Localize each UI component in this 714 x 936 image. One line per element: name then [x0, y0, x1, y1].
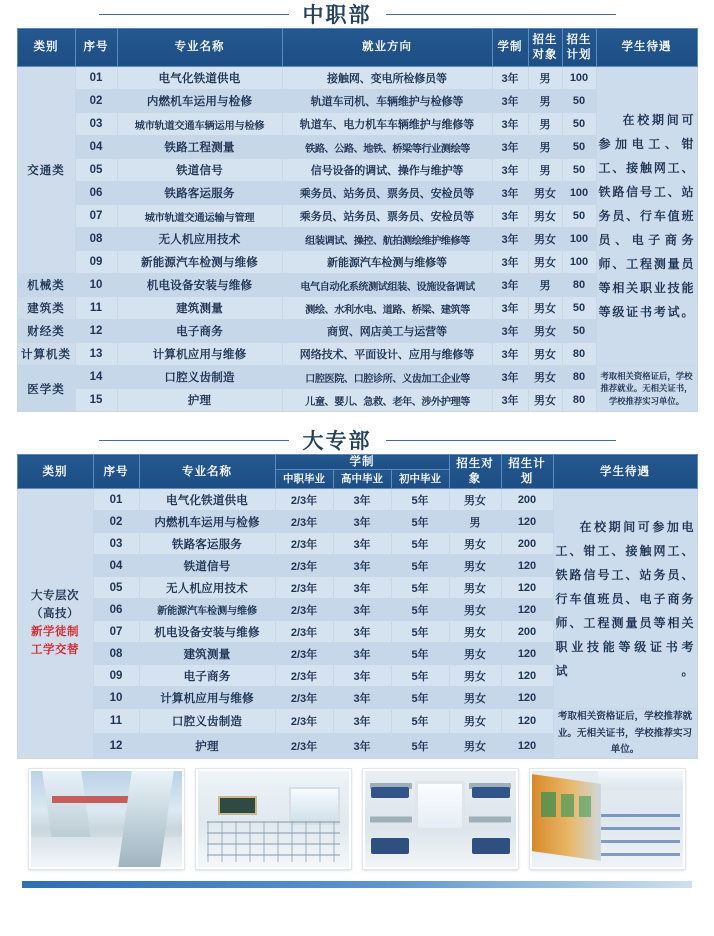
system-vocational-cell: 2/3年 — [275, 687, 333, 709]
major-name-cell: 铁道信号 — [117, 159, 282, 182]
target-cell: 男女 — [449, 533, 501, 555]
row-index-cell: 10 — [75, 274, 117, 297]
classroom-window — [289, 787, 340, 825]
target-cell: 男女 — [449, 643, 501, 665]
classroom-photo — [196, 769, 351, 869]
classroom-blackboard — [218, 796, 257, 815]
system-vocational-cell: 2/3年 — [275, 533, 333, 555]
system-cell: 3年 — [492, 113, 528, 136]
row-index-cell: 12 — [93, 734, 139, 759]
major-name-cell: 铁路客运服务 — [117, 182, 282, 205]
col-header-benefit: 学生待遇 — [596, 29, 697, 67]
table-row — [17, 389, 697, 412]
table-row — [17, 274, 697, 297]
col-header-target: 招生对象 — [528, 29, 562, 67]
photo-strip — [0, 759, 714, 869]
dorm-bed-right-upper — [472, 787, 510, 799]
system-highschool-cell: 3年 — [333, 511, 391, 533]
college-title-rule-right — [386, 440, 616, 441]
system-cell: 3年 — [492, 366, 528, 389]
row-index-cell: 13 — [75, 343, 117, 366]
row-index-cell: 03 — [93, 533, 139, 555]
system-cell: 3年 — [492, 274, 528, 297]
cafeteria-counter — [532, 774, 601, 861]
table-row — [17, 67, 697, 90]
college-category-red-1: 新学徒制 — [31, 625, 79, 638]
employment-direction-cell: 新能源汽车检测与维修等 — [282, 251, 492, 274]
col-header-plan: 招生计划 — [562, 29, 596, 67]
target-cell: 男 — [449, 511, 501, 533]
table-row — [17, 297, 697, 320]
major-name-cell: 护理 — [117, 389, 282, 412]
plan-cell: 120 — [501, 709, 553, 734]
dorm-bed-left-upper — [371, 787, 409, 799]
college-category-label: 大专层次 — [31, 590, 79, 603]
major-name-cell: 计算机应用与维修 — [139, 687, 275, 709]
system-vocational-cell: 2/3年 — [275, 599, 333, 621]
system-cell: 3年 — [492, 67, 528, 90]
row-index-cell: 08 — [75, 228, 117, 251]
system-highschool-cell: 3年 — [333, 665, 391, 687]
system-vocational-cell: 2/3年 — [275, 621, 333, 643]
system-junior-cell: 5年 — [391, 599, 449, 621]
college-category-sublabel: （高技） — [31, 608, 79, 620]
target-cell: 男女 — [528, 205, 562, 228]
major-name-cell: 内燃机车运用与检修 — [117, 90, 282, 113]
row-index-cell: 14 — [75, 366, 117, 389]
plan-cell: 200 — [501, 621, 553, 643]
plan-cell: 120 — [501, 599, 553, 621]
target-cell: 男女 — [449, 489, 501, 511]
target-cell: 男 — [528, 136, 562, 159]
row-index-cell: 02 — [93, 511, 139, 533]
target-cell: 男女 — [449, 734, 501, 759]
classroom-desks — [207, 821, 340, 861]
system-vocational-cell: 2/3年 — [275, 511, 333, 533]
dorm-bed-left-lower — [371, 838, 409, 853]
target-cell: 男 — [528, 67, 562, 90]
system-junior-cell: 5年 — [391, 533, 449, 555]
plan-cell: 120 — [501, 555, 553, 577]
col-header-system-vocational: 中职毕业 — [275, 470, 333, 489]
dormitory-photo — [363, 769, 518, 869]
row-index-cell: 09 — [75, 251, 117, 274]
category-cell: 财经类 — [17, 320, 75, 343]
employment-direction-cell: 组装调试、操控、航拍测绘维护维修等 — [282, 228, 492, 251]
major-name-cell: 新能源汽车检测与维修 — [117, 251, 282, 274]
table-row — [17, 251, 697, 274]
plan-cell: 50 — [562, 320, 596, 343]
major-name-cell: 无人机应用技术 — [117, 228, 282, 251]
employment-direction-cell: 口腔医院、口腔诊所、义齿加工企业等 — [282, 366, 492, 389]
system-cell: 3年 — [492, 205, 528, 228]
major-name-cell: 护理 — [139, 734, 275, 759]
plan-cell: 100 — [562, 228, 596, 251]
target-cell: 男 — [528, 274, 562, 297]
system-highschool-cell: 3年 — [333, 555, 391, 577]
row-index-cell: 11 — [93, 709, 139, 734]
employment-direction-cell: 乘务员、站务员、票务员、安检员等 — [282, 182, 492, 205]
system-vocational-cell: 2/3年 — [275, 577, 333, 599]
vocational-table — [17, 28, 698, 412]
target-cell: 男 — [528, 113, 562, 136]
system-junior-cell: 5年 — [391, 643, 449, 665]
employment-direction-cell: 轨道车、电力机车车辆维护与维修等 — [282, 113, 492, 136]
system-highschool-cell: 3年 — [333, 643, 391, 665]
system-highschool-cell: 3年 — [333, 489, 391, 511]
system-highschool-cell: 3年 — [333, 687, 391, 709]
title-rule-right — [386, 14, 616, 15]
cafeteria-tables — [601, 814, 680, 864]
college-category-cell — [17, 489, 93, 759]
major-name-cell: 电气化铁道供电 — [117, 67, 282, 90]
system-highschool-cell: 3年 — [333, 577, 391, 599]
col-header-system-group: 学制 — [275, 455, 449, 470]
row-index-cell: 07 — [75, 205, 117, 228]
major-name-cell: 口腔义齿制造 — [117, 366, 282, 389]
system-junior-cell: 5年 — [391, 709, 449, 734]
college-section-title — [0, 426, 714, 454]
plan-cell: 50 — [562, 90, 596, 113]
target-cell: 男女 — [528, 297, 562, 320]
col-header-system-highschool: 高中毕业 — [333, 470, 391, 489]
row-index-cell: 01 — [93, 489, 139, 511]
target-cell: 男女 — [528, 182, 562, 205]
col-header-system: 学制 — [492, 29, 528, 67]
major-name-cell: 机电设备安装与维修 — [117, 274, 282, 297]
college-category-red-2: 工学交替 — [31, 643, 79, 656]
corridor-photo — [29, 769, 184, 869]
row-index-cell: 05 — [93, 577, 139, 599]
target-cell: 男女 — [449, 577, 501, 599]
row-index-cell: 07 — [93, 621, 139, 643]
system-cell: 3年 — [492, 297, 528, 320]
system-junior-cell: 5年 — [391, 687, 449, 709]
table-row — [17, 205, 697, 228]
table-row — [17, 90, 697, 113]
target-cell: 男女 — [528, 343, 562, 366]
system-highschool-cell: 3年 — [333, 621, 391, 643]
system-highschool-cell: 3年 — [333, 533, 391, 555]
system-highschool-cell: 3年 — [333, 709, 391, 734]
plan-cell: 80 — [562, 274, 596, 297]
plan-cell: 120 — [501, 511, 553, 533]
plan-cell: 50 — [562, 297, 596, 320]
system-highschool-cell: 3年 — [333, 734, 391, 759]
college-title-rule-left — [99, 440, 289, 441]
major-name-cell: 铁路客运服务 — [139, 533, 275, 555]
system-cell: 3年 — [492, 90, 528, 113]
system-vocational-cell: 2/3年 — [275, 643, 333, 665]
employment-direction-cell: 铁路、公路、地铁、桥梁等行业测绘等 — [282, 136, 492, 159]
employment-direction-cell: 接触网、变电所检修员等 — [282, 67, 492, 90]
student-benefit-cell — [596, 67, 697, 366]
category-cell: 建筑类 — [17, 297, 75, 320]
col-header-system-junior: 初中毕业 — [391, 470, 449, 489]
vocational-table-body — [17, 67, 697, 412]
student-benefit-cell — [553, 489, 697, 709]
system-junior-cell: 5年 — [391, 511, 449, 533]
row-index-cell: 04 — [93, 555, 139, 577]
target-cell: 男女 — [528, 366, 562, 389]
employment-direction-cell: 商贸、网店美工与运营等 — [282, 320, 492, 343]
major-name-cell: 电气化铁道供电 — [139, 489, 275, 511]
cafeteria-panel-3 — [579, 796, 591, 817]
major-name-cell: 口腔义齿制造 — [139, 709, 275, 734]
major-name-cell: 计算机应用与维修 — [117, 343, 282, 366]
plan-cell: 80 — [562, 366, 596, 389]
corridor-banner — [52, 796, 161, 803]
row-index-cell: 15 — [75, 389, 117, 412]
target-cell: 男女 — [449, 555, 501, 577]
col-header-target: 招生对象 — [449, 455, 501, 489]
major-name-cell: 建筑测量 — [139, 643, 275, 665]
col-header-plan: 招生计划 — [501, 455, 553, 489]
title-rule-left — [99, 14, 289, 15]
table-row — [17, 136, 697, 159]
employment-direction-cell: 轨道车司机、车辆维护与检修等 — [282, 90, 492, 113]
target-cell: 男女 — [528, 389, 562, 412]
vocational-table-head — [17, 29, 697, 67]
target-cell: 男女 — [449, 687, 501, 709]
employment-direction-cell: 信号设备的调试、操作与维护等 — [282, 159, 492, 182]
system-vocational-cell: 2/3年 — [275, 709, 333, 734]
major-name-cell: 铁路工程测量 — [117, 136, 282, 159]
employment-direction-cell: 测绘、水利水电、道路、桥梁、建筑等 — [282, 297, 492, 320]
table-row — [17, 366, 697, 389]
plan-cell: 50 — [562, 159, 596, 182]
row-index-cell: 02 — [75, 90, 117, 113]
row-index-cell: 06 — [75, 182, 117, 205]
row-index-cell: 11 — [75, 297, 117, 320]
plan-cell: 80 — [562, 343, 596, 366]
target-cell: 男女 — [528, 320, 562, 343]
system-cell: 3年 — [492, 251, 528, 274]
system-highschool-cell: 3年 — [333, 599, 391, 621]
major-name-cell: 无人机应用技术 — [139, 577, 275, 599]
category-cell: 计算机类 — [17, 343, 75, 366]
employment-direction-cell: 乘务员、站务员、票务员、安检员等 — [282, 205, 492, 228]
system-junior-cell: 5年 — [391, 621, 449, 643]
plan-cell: 50 — [562, 205, 596, 228]
dorm-bed-right-lower — [472, 838, 510, 853]
student-benefit-text: 在校期间可参加电工、钳工、接触网工、铁路信号工、站务员、行车值班员、电子商务师、工程测量员等相关职业技能等级证书考试。 — [598, 113, 695, 319]
col-header-major: 专业名称 — [139, 455, 275, 489]
plan-cell: 100 — [562, 251, 596, 274]
corridor-floor — [31, 837, 182, 868]
system-vocational-cell: 2/3年 — [275, 734, 333, 759]
system-cell: 3年 — [492, 136, 528, 159]
major-name-cell: 内燃机车运用与检修 — [139, 511, 275, 533]
plan-cell: 120 — [501, 577, 553, 599]
table-row — [17, 182, 697, 205]
target-cell: 男女 — [449, 709, 501, 734]
system-vocational-cell: 2/3年 — [275, 665, 333, 687]
benefit-note-cell: 考取相关资格证后，学校推荐就业。无相关证书，学校推荐实习单位。 — [553, 709, 697, 759]
college-table-body — [17, 489, 697, 759]
row-index-cell: 05 — [75, 159, 117, 182]
system-cell: 3年 — [492, 389, 528, 412]
plan-cell: 120 — [501, 687, 553, 709]
plan-cell: 80 — [562, 389, 596, 412]
plan-cell: 100 — [562, 67, 596, 90]
employment-direction-cell: 网络技术、平面设计、应用与维修等 — [282, 343, 492, 366]
row-index-cell: 04 — [75, 136, 117, 159]
table-row — [17, 489, 697, 511]
col-header-benefit: 学生待遇 — [553, 455, 697, 489]
major-name-cell: 新能源汽车检测与维修 — [139, 599, 275, 621]
major-name-cell: 机电设备安装与维修 — [139, 621, 275, 643]
system-cell: 3年 — [492, 159, 528, 182]
table-row — [17, 228, 697, 251]
major-name-cell: 电子商务 — [139, 665, 275, 687]
col-header-category: 类别 — [17, 29, 75, 67]
cafeteria-panel-2 — [561, 794, 575, 817]
system-cell: 3年 — [492, 343, 528, 366]
row-index-cell: 01 — [75, 67, 117, 90]
major-name-cell: 建筑测量 — [117, 297, 282, 320]
system-junior-cell: 5年 — [391, 577, 449, 599]
col-header-index: 序号 — [93, 455, 139, 489]
plan-cell: 100 — [562, 182, 596, 205]
dorm-window — [415, 781, 465, 831]
system-cell: 3年 — [492, 182, 528, 205]
row-index-cell: 06 — [93, 599, 139, 621]
college-table — [17, 454, 698, 759]
employment-direction-cell: 电气自动化系统测试组装、设施设备调试 — [282, 274, 492, 297]
plan-cell: 120 — [501, 734, 553, 759]
col-header-category: 类别 — [17, 455, 93, 489]
col-header-major: 专业名称 — [117, 29, 282, 67]
plan-cell: 200 — [501, 489, 553, 511]
system-vocational-cell: 2/3年 — [275, 489, 333, 511]
cafeteria-photo — [530, 769, 685, 869]
student-benefit-text: 在校期间可参加电工、钳工、接触网工、铁路信号工、站务员、行车值班员、电子商务师、工程测量员等相关职业技能等级证书考试。 — [555, 519, 695, 678]
category-cell: 医学类 — [17, 366, 75, 412]
table-row — [17, 159, 697, 182]
plan-cell: 200 — [501, 533, 553, 555]
plan-cell: 120 — [501, 643, 553, 665]
target-cell: 男女 — [449, 599, 501, 621]
major-name-cell: 电子商务 — [117, 320, 282, 343]
system-cell: 3年 — [492, 320, 528, 343]
col-header-direction: 就业方向 — [282, 29, 492, 67]
system-junior-cell: 5年 — [391, 489, 449, 511]
system-junior-cell: 5年 — [391, 665, 449, 687]
major-name-cell: 城市轨道交通运输与管理 — [117, 205, 282, 228]
table-row — [17, 709, 697, 734]
benefit-note-cell: 考取相关资格证后，学校推荐就业。无相关证书，学校推荐实习单位。 — [596, 366, 697, 412]
row-index-cell: 09 — [93, 665, 139, 687]
target-cell: 男 — [528, 159, 562, 182]
college-title-text: 大专部 — [302, 430, 372, 453]
category-cell: 交通类 — [17, 67, 75, 274]
plan-cell: 50 — [562, 113, 596, 136]
system-cell: 3年 — [492, 228, 528, 251]
major-name-cell: 铁道信号 — [139, 555, 275, 577]
system-vocational-cell: 2/3年 — [275, 555, 333, 577]
cafeteria-panel-1 — [541, 792, 556, 817]
target-cell: 男女 — [528, 251, 562, 274]
target-cell: 男女 — [449, 665, 501, 687]
table-row — [17, 320, 697, 343]
row-index-cell: 12 — [75, 320, 117, 343]
table-row — [17, 343, 697, 366]
vocational-section-title — [0, 0, 714, 28]
plan-cell: 120 — [501, 665, 553, 687]
plan-cell: 50 — [562, 136, 596, 159]
target-cell: 男女 — [528, 228, 562, 251]
cafeteria-ceiling — [598, 771, 683, 790]
row-index-cell: 03 — [75, 113, 117, 136]
target-cell: 男女 — [449, 621, 501, 643]
category-cell: 机械类 — [17, 274, 75, 297]
vocational-title-text: 中职部 — [302, 4, 372, 27]
major-name-cell: 城市轨道交通车辆运用与检修 — [117, 113, 282, 136]
target-cell: 男 — [528, 90, 562, 113]
system-junior-cell: 5年 — [391, 555, 449, 577]
employment-direction-cell: 儿童、婴儿、急救、老年、涉外护理等 — [282, 389, 492, 412]
col-header-index: 序号 — [75, 29, 117, 67]
system-junior-cell: 5年 — [391, 734, 449, 759]
row-index-cell: 08 — [93, 643, 139, 665]
college-table-head — [17, 455, 697, 489]
row-index-cell: 10 — [93, 687, 139, 709]
bottom-accent-bar — [22, 881, 692, 888]
table-row — [17, 113, 697, 136]
